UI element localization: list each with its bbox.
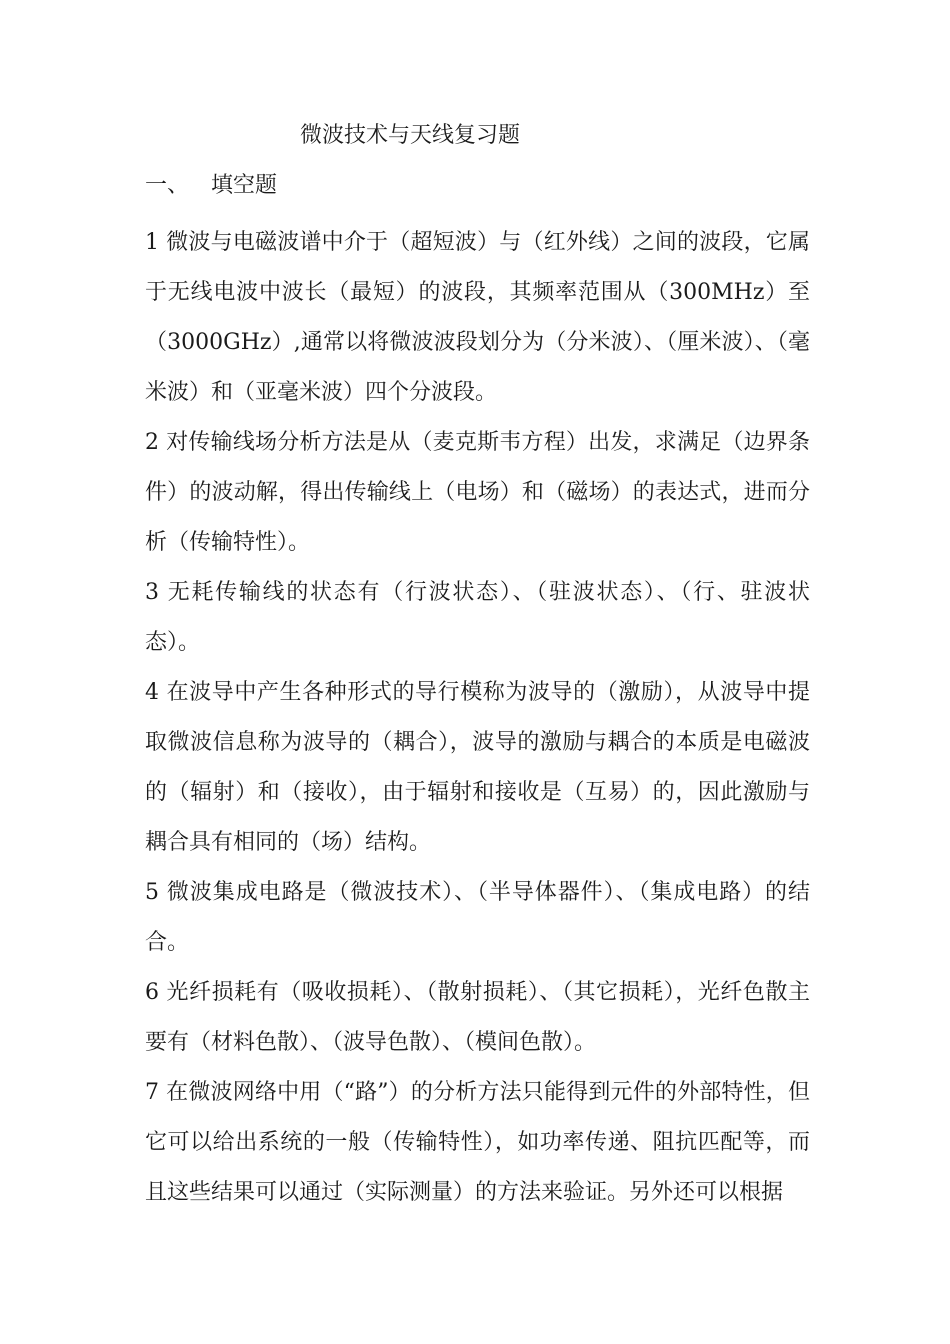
question-3: 3 无耗传输线的状态有（行波状态）、（驻波状态）、（行、驻波状态）。 xyxy=(145,580,810,655)
question-6: 6 光纤损耗有（吸收损耗）、（散射损耗）、（其它损耗），光纤色散主要有（材料色散）、（波导色散）、（模间色散）。 xyxy=(145,980,810,1055)
section-title: 填空题 xyxy=(211,173,278,198)
question-5: 5 微波集成电路是（微波技术）、（半导体器件）、（集成电路）的结合。 xyxy=(145,880,810,955)
question-4: 4 在波导中产生各种形式的导行模称为波导的（激励），从波导中提取微波信息称为波导的（耦合），波导的激励与耦合的本质是电磁波的（辐射）和（接收），由于辐射和接收是（互易）的，因此激励与耦合具有相同的（场）结构。 xyxy=(145,680,810,855)
document-title: 微波技术与天线复习题 xyxy=(300,123,521,148)
section-number: 一、 xyxy=(145,173,190,198)
section-heading xyxy=(145,168,277,204)
question-2: 2 对传输线场分析方法是从（麦克斯韦方程）出发，求满足（边界条件）的波动解，得出传输线上（电场）和（磁场）的表达式，进而分析（传输特性）。 xyxy=(145,430,810,555)
question-1: 1 微波与电磁波谱中介于（超短波）与（红外线）之间的波段，它属于无线电波中波长（最短）的波段，其频率范围从（300MHz）至（3000GHz）,通常以将微波波段划分为（分米波）、（厘米波）、（毫米波）和（亚毫米波）四个分波段。 xyxy=(145,230,810,405)
question-7: 7 在微波网络中用（“路”）的分析方法只能得到元件的外部特性，但它可以给出系统的一般（传输特性），如功率传递、阻抗匹配等，而且这些结果可以通过（实际测量）的方法来验证。另外还可以根据 xyxy=(145,1080,810,1205)
question-list xyxy=(145,218,810,1218)
